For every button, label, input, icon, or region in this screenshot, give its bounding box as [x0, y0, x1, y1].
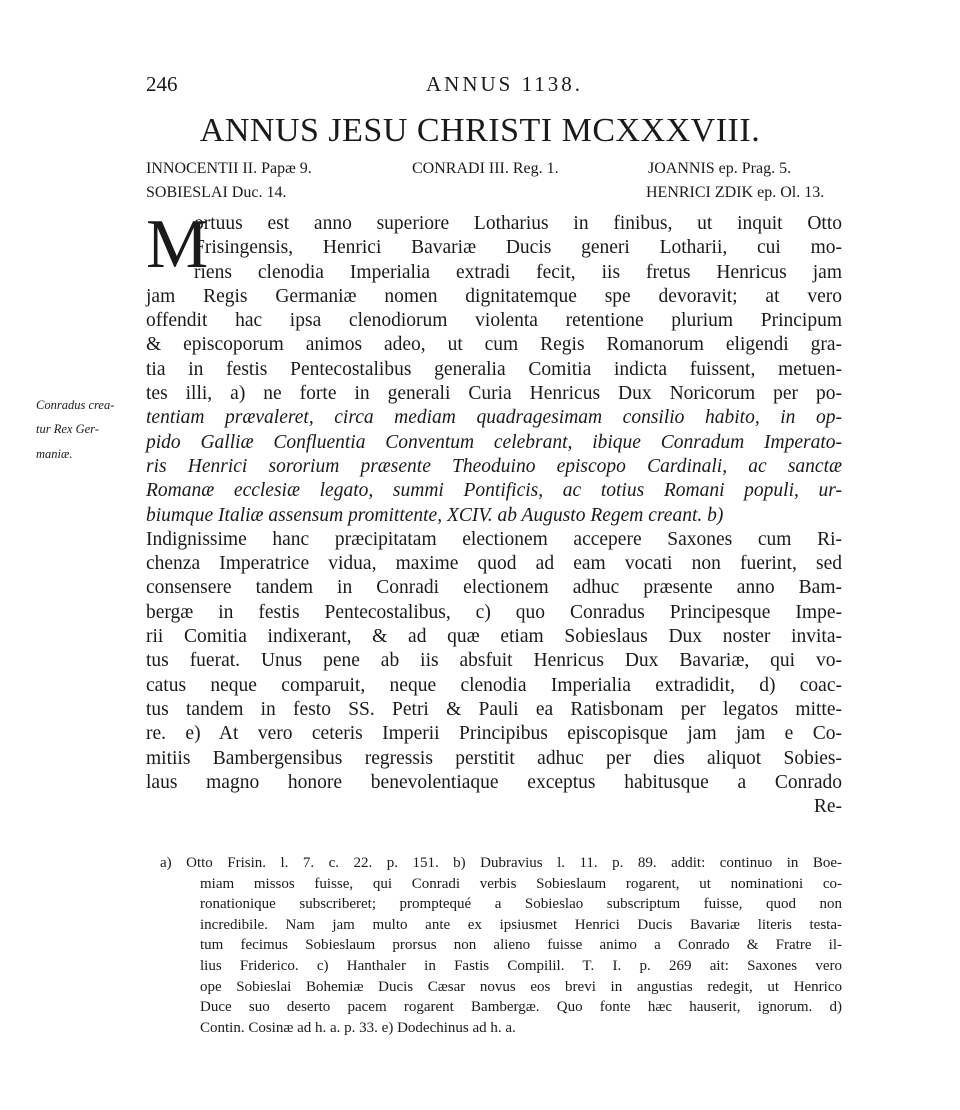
footnote-line: ope Sobieslai Bohemiæ Ducis Cæsar novus eos brevi in angustias redegit, ut Henrico	[200, 978, 842, 995]
text-line: bergæ in festis Pentecostalibus, c) quo Conradus Principesque Impe-	[146, 601, 842, 623]
text-line: Indignissime hanc præcipitatam electionem accepere Saxones cum Ri-	[146, 528, 842, 550]
regnal-joannis: JOANNIS ep. Prag. 5.	[648, 160, 792, 177]
text-line: offendit hac ipsa clenodiorum violenta retentione plurium Principum	[146, 310, 842, 332]
footnote-line: incredibile. Nam jam multo ante ex ipsiusmet Henrici Ducis Bavariæ literis testa-	[200, 916, 842, 933]
running-head	[146, 72, 834, 96]
text-line: ris Henrici sororium præsente Theoduino episcopo Cardinali, ac sanctæ	[146, 455, 842, 477]
regnal-conrad: CONRADI III. Reg. 1.	[412, 160, 559, 177]
footnote-separator	[146, 826, 266, 827]
text-line: re. e) At vero ceteris Imperii Principibus episcopisque jam jam e Co-	[146, 723, 842, 745]
text-line: catus neque comparuit, neque clenodia Imperialia extradidit, d) coac-	[146, 674, 842, 696]
text-line: tentiam prævaleret, circa mediam quadragesimam consilio habito, in op-	[146, 407, 842, 429]
drop-capital: M	[146, 206, 209, 283]
text-line: Re-	[813, 796, 842, 818]
text-line: tus fuerat. Unus pene ab iis absfuit Henricus Dux Bavariæ, qui vo-	[146, 650, 842, 672]
text-line: jam Regis Germaniæ nomen dignitatemque spe devoravit; at vero	[146, 285, 842, 307]
text-line: & episcoporum animos adeo, ut cum Regis Romanorum eligendi gra-	[146, 334, 842, 356]
text-line: consensere tandem in Conradi electionem adhuc præsente anno Bam-	[146, 577, 842, 599]
text-line: laus magno honore benevolentiaque exceptus habitusque a Conrado	[146, 771, 842, 793]
footnote-line: Duce suo deserto pacem rogarent Bambergæ. Quo fonte hæc hauserit, ignorum. d)	[200, 999, 842, 1016]
footnote-line: miam missos fuisse, qui Conradi verbis Sobieslaum rogarent, ut nominationi co-	[200, 875, 842, 892]
footnote-line: Contin. Cosinæ ad h. a. p. 33. e) Dodechinus ad h. a.	[200, 1019, 516, 1036]
footnotes	[160, 853, 842, 1038]
regnal-sobieslai: SOBIESLAI Duc. 14.	[146, 184, 287, 201]
text-line: pido Galliæ Confluentia Conventum celebrant, ibique Conradum Imperato-	[146, 431, 842, 453]
regnal-henrici: HENRICI ZDIK ep. Ol. 13.	[646, 184, 825, 201]
text-line: Frisingensis, Henrici Bavariæ Ducis generi Lotharii, cui mo-	[194, 237, 842, 259]
margin-note	[36, 393, 146, 466]
regnal-innocent: INNOCENTII II. Papæ 9.	[146, 160, 312, 177]
text-line: mitiis Bambergensibus regressis perstitit adhuc per dies aliquot Sobies-	[146, 747, 842, 769]
text-line: Romanæ ecclesiæ legato, summi Pontificis, ac totius Romani populi, ur-	[146, 480, 842, 502]
page-title: ANNUS JESU CHRISTI MCXXXVIII.	[199, 112, 761, 149]
text-line: riens clenodia Imperialia extradi fecit, iis fretus Henricus jam	[194, 261, 842, 283]
footnote-line: a) Otto Frisin. l. 7. c. 22. p. 151. b) Dubravius l. 11. p. 89. addit: continuo in Boe-	[160, 855, 842, 871]
text-line: chenza Imperatrice vidua, maxime quod ad eam vocati non fuerint, sed	[146, 553, 842, 575]
margin-note-line: Conradus crea-	[36, 398, 115, 412]
footnote-line: lius Friderico. c) Hanthaler in Fastis Compilil. T. I. p. 269 ait: Saxones vero	[200, 957, 842, 974]
footnote-line: tum fecimus Sobieslaum prorsus non alieno fuisse animo a Conrado & Fratre il-	[200, 937, 842, 954]
running-title: ANNUS 1138.	[426, 72, 584, 96]
main-text	[146, 206, 842, 819]
page-number: 246	[146, 72, 178, 96]
margin-note-line: tur Rex Ger-	[36, 422, 99, 437]
margin-note-line: maniæ.	[36, 446, 73, 461]
text-line: tia in festis Pentecostalibus generalia Comitia indicta fuissent, metuen-	[146, 358, 842, 380]
text-line: tes illi, a) ne forte in generali Curia Henricus Dux Noricorum per po-	[146, 383, 842, 405]
text-line: ortuus est anno superiore Lotharius in finibus, ut inquit Otto	[194, 213, 842, 234]
text-line: rii Comitia indixerant, & ad quæ etiam Sobieslaus Dux noster invita-	[146, 626, 842, 648]
text-line: biumque Italiæ assensum promittente, XCIV. ab Augusto Regem creant. b)	[146, 504, 724, 526]
text-line: tus tandem in festo SS. Petri & Pauli ea Ratisbonam per legatos mitte-	[146, 698, 842, 720]
footnote-line: ronationique subscriberet; promptequé a Sobieslao subscriptum fuisse, quod non	[200, 896, 842, 913]
